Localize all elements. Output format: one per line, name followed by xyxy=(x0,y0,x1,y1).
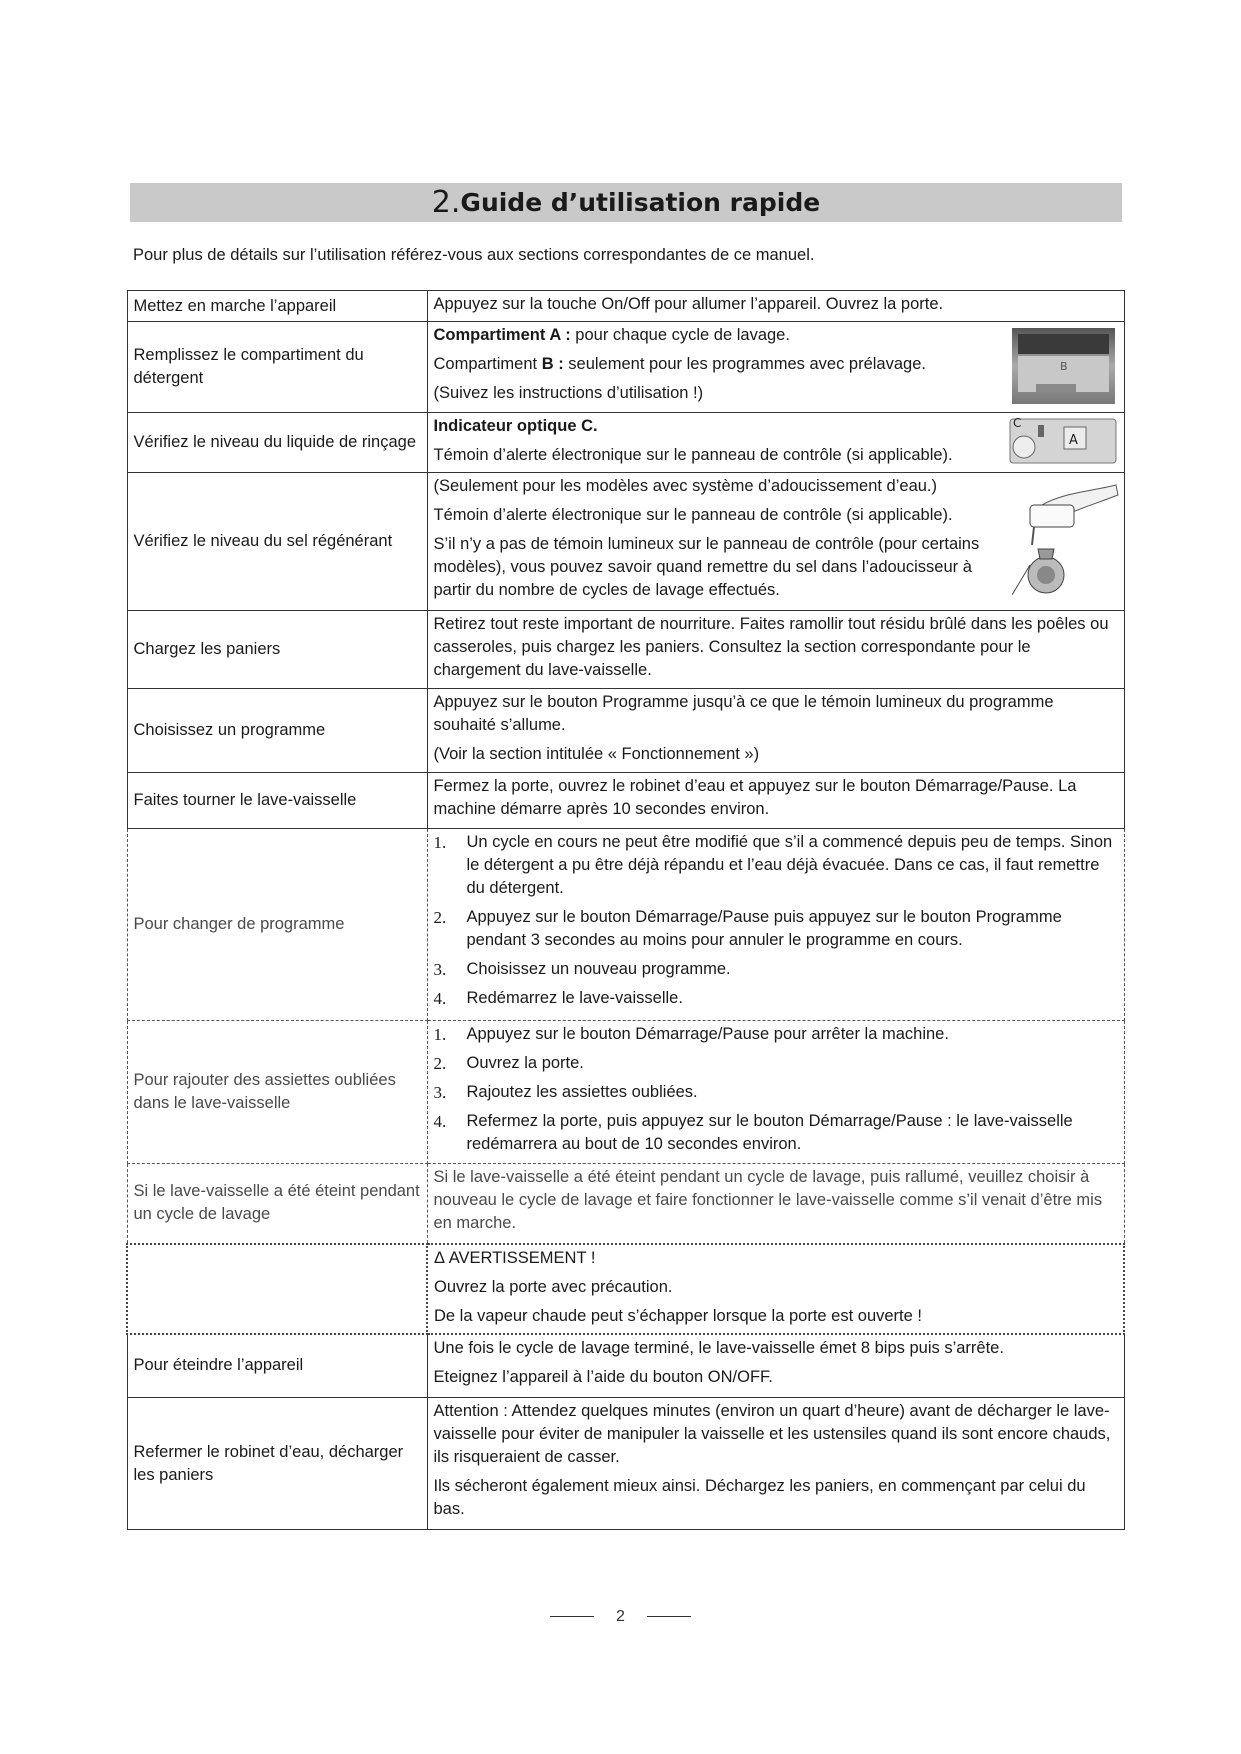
intro-text: Pour plus de détails sur l’utilisation référez-vous aux sections correspondantes de ce manuel. xyxy=(133,246,815,264)
row-content: Fermez la porte, ouvrez le robinet d’eau et appuyez sur le bouton Démarrage/Pause. La machine démarre après 10 secondes environ. xyxy=(427,773,1124,829)
row-content: Attention : Attendez quelques minutes (environ un quart d’heure) avant de décharger le lave-vaisselle pour éviter de manipuler la vaisselle et les ustensiles quand ils sont encore chauds, ils risqueraient de casser. Ils sécheront également mieux ainsi. Déchargez les paniers, en commençant par celui du bas. xyxy=(427,1398,1124,1530)
warning-heading: Δ AVERTISSEMENT ! xyxy=(434,1248,596,1267)
row-label: Vérifiez le niveau du sel régénérant xyxy=(127,473,427,611)
row-content: Indicateur optique C. Témoin d’alerte électronique sur le panneau de contrôle (si applicable). C A xyxy=(427,413,1124,473)
table-row xyxy=(127,413,1124,473)
label-b: B xyxy=(1059,360,1068,373)
warning-content: Δ AVERTISSEMENT ! Ouvrez la porte avec précaution. De la vapeur chaude peut s’échapper lorsque la porte est ouverte ! xyxy=(427,1244,1124,1334)
table-row xyxy=(127,1398,1124,1530)
table-row xyxy=(127,829,1124,1021)
table-row xyxy=(127,1021,1124,1164)
row-content: Appuyez sur le bouton Programme jusqu’à ce que le témoin lumineux du programme souhaité s’allume. (Voir la section intitulée « Fonctionnement ») xyxy=(427,689,1124,773)
table-row xyxy=(127,473,1124,611)
rinse-aid-indicator-image xyxy=(1006,415,1118,467)
list-item: 4. Redémarrez le lave-vaisselle. xyxy=(433,989,683,1008)
salt-pouring-image xyxy=(1012,475,1122,603)
list-item: 2. Ouvrez la porte. xyxy=(433,1054,584,1073)
row-content: Compartiment A : pour chaque cycle de lavage. Compartiment B : seulement pour les programmes avec prélavage. (Suivez les instructions d’utilisation !) B xyxy=(427,322,1124,413)
quick-guide-table xyxy=(126,290,1125,1530)
row-label: Vérifiez le niveau du liquide de rinçage xyxy=(127,413,427,473)
section-title-bar xyxy=(130,183,1122,222)
table-row xyxy=(127,1164,1124,1244)
steps-list xyxy=(434,831,1118,1010)
list-item: 3. Choisissez un nouveau programme. xyxy=(433,960,731,979)
row-label: Pour éteindre l’appareil xyxy=(127,1334,427,1398)
table-row xyxy=(127,1244,1124,1334)
row-content: Une fois le cycle de lavage terminé, le lave-vaisselle émet 8 bips puis s’arrête. Eteignez l’appareil à l’aide du bouton ON/OFF. xyxy=(427,1334,1124,1398)
row-label: Pour changer de programme xyxy=(127,829,427,1021)
row-label: Faites tourner le lave-vaisselle xyxy=(127,773,427,829)
row-label: Pour rajouter des assiettes oubliées dans le lave-vaisselle xyxy=(127,1021,427,1164)
row-content: Si le lave-vaisselle a été éteint pendant un cycle de lavage, puis rallumé, veuillez choisir à nouveau le cycle de lavage et faire fonctionner le lave-vaisselle comme s’il venait d’être mis en marche. xyxy=(427,1164,1124,1244)
row-label: Si le lave-vaisselle a été éteint pendant un cycle de lavage xyxy=(127,1164,427,1244)
page-title: Guide d’utilisation rapide xyxy=(460,188,821,217)
row-label: Chargez les paniers xyxy=(127,611,427,689)
list-item: 3. Rajoutez les assiettes oubliées. xyxy=(433,1083,698,1102)
row-content: (Seulement pour les modèles avec système d’adoucissement d’eau.) Témoin d’alerte électronique sur le panneau de contrôle (si applicable). S’il n’y a pas de témoin lumineux sur le panneau de contrôle (pour certains modèles), vous pouvez savoir quand remettre du sel dans l’adoucisseur à partir du nombre de cycles de lavage effectués. xyxy=(427,473,1124,611)
page-footer xyxy=(0,1608,1241,1626)
row-label: Choisissez un programme xyxy=(127,689,427,773)
row-label: Refermer le robinet d’eau, décharger les paniers xyxy=(127,1398,427,1530)
list-item: 1. Appuyez sur le bouton Démarrage/Pause pour arrêter la machine. xyxy=(433,1025,949,1044)
page-number: 2 xyxy=(616,1608,625,1625)
section-number: 2. xyxy=(431,185,461,220)
row-content xyxy=(427,829,1124,1021)
list-item: 4. Refermez la porte, puis appuyez sur le bouton Démarrage/Pause : le lave-vaisselle redémarrera au bout de 10 secondes environ. xyxy=(433,1112,1073,1153)
footer-rule-right xyxy=(647,1616,691,1617)
row-label xyxy=(127,1244,427,1334)
table-row xyxy=(127,1334,1124,1398)
detergent-dispenser-image xyxy=(1012,328,1115,404)
table-row xyxy=(127,773,1124,829)
label-a: A xyxy=(1068,433,1078,448)
row-content: Appuyez sur la touche On/Off pour allumer l’appareil. Ouvrez la porte. xyxy=(427,291,1124,322)
row-content xyxy=(427,1021,1124,1164)
label-c: C xyxy=(1012,416,1021,430)
table-row xyxy=(127,689,1124,773)
list-item: 2. Appuyez sur le bouton Démarrage/Pause puis appuyez sur le bouton Programme pendant 3 secondes au moins pour annuler le programme en cours. xyxy=(433,908,1062,949)
steps-list xyxy=(434,1023,1118,1156)
row-label: Mettez en marche l’appareil xyxy=(127,291,427,322)
table-row xyxy=(127,611,1124,689)
row-content: Retirez tout reste important de nourriture. Faites ramollir tout résidu brûlé dans les poêles ou casseroles, puis chargez les paniers. Consultez la section correspondante pour le chargement du lave-vaisselle. xyxy=(427,611,1124,689)
table-row xyxy=(127,322,1124,413)
list-item: 1. Un cycle en cours ne peut être modifié que s’il a commencé depuis peu de temps. Sinon le détergent a pu être déjà répandu et l’eau déjà évacuée. Dans ce cas, il faut remettre du détergent. xyxy=(433,833,1113,897)
table-row xyxy=(127,291,1124,322)
footer-rule-left xyxy=(550,1616,594,1617)
row-label: Remplissez le compartiment du détergent xyxy=(127,322,427,413)
